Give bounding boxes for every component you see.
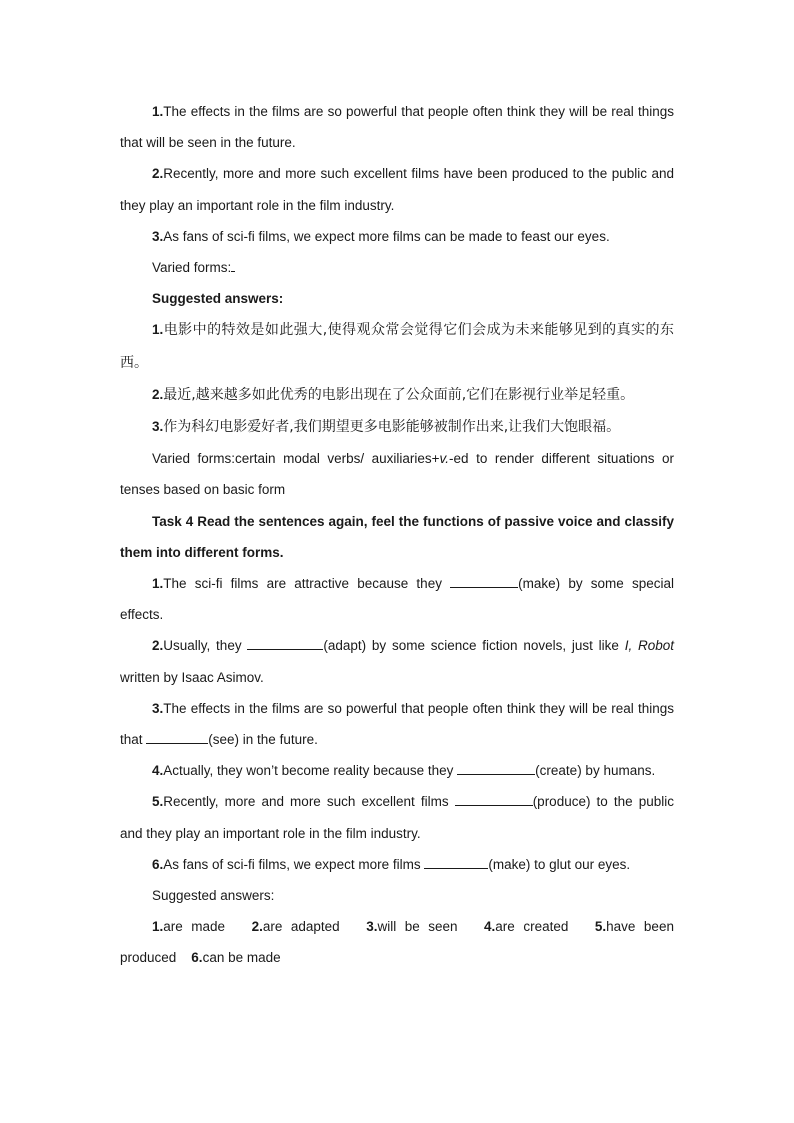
- answer-item: 2.are adapted: [251, 919, 340, 935]
- suggested-answers-heading: Suggested answers:: [152, 291, 284, 307]
- document-page: [120, 96, 674, 974]
- translation-1: [120, 314, 674, 378]
- question-3: 3.The effects in the films are so powerful that people often think they will be real things that (see) in the future.: [120, 700, 674, 748]
- answer-item: 4.are created: [484, 919, 569, 935]
- translation-text: 最近,越来越多如此优秀的电影出现在了公众面前,它们在影视行业举足轻重。: [163, 386, 635, 403]
- translation-3: [120, 411, 674, 443]
- answer-item: 5.have been: [594, 919, 674, 935]
- translation-2: [120, 379, 674, 411]
- varied-forms-label: Varied forms:: [120, 252, 674, 283]
- book-title: I, Robot: [624, 638, 675, 654]
- translation-text: 电影中的特效是如此强大,使得观众常会觉得它们会成为未来能够见到的真实的东西。: [120, 322, 674, 371]
- item-number: 3.: [152, 700, 164, 716]
- answer-item-continued: produced: [120, 950, 192, 966]
- answer-blank[interactable]: [424, 854, 488, 869]
- item-number: 3.: [152, 228, 164, 244]
- item-number: 1.: [152, 576, 164, 592]
- suggested-answers-heading-2: Suggested answers:: [152, 888, 275, 904]
- sentence-text: As fans of sci-fi films, we expect more films can be made to feast our eyes.: [163, 228, 610, 244]
- item-number: 2.: [152, 638, 164, 654]
- sentence-text: Recently, more and more such excellent films have been produced to the public and they play an important role in the film industry.: [120, 166, 674, 213]
- answer-blank[interactable]: [146, 729, 208, 744]
- item-number: 6.: [152, 856, 164, 872]
- item-number: 4.: [152, 763, 164, 779]
- item-number: 1.: [152, 104, 164, 119]
- answer-blank[interactable]: [455, 791, 533, 806]
- task-4-heading: Task 4 Read the sentences again, feel the functions of passive voice and classify them into different forms.: [120, 513, 674, 560]
- answer-blank[interactable]: [450, 573, 518, 588]
- question-5: 5.Recently, more and more such excellent films (produce) to the public and they play an important role in the film industry.: [120, 786, 674, 848]
- answer-blank[interactable]: [247, 635, 323, 650]
- translation-text: 作为科幻电影爱好者,我们期望更多电影能够被制作出来,让我们大饱眼福。: [163, 419, 621, 436]
- sentence-3: [120, 221, 674, 252]
- sentence-1: [120, 96, 674, 158]
- answer-key-line-2: [120, 942, 674, 973]
- item-number: 2.: [152, 386, 164, 402]
- answer-item: 1.are made: [152, 919, 226, 935]
- answer-item: 6.can be made: [191, 950, 281, 966]
- question-1: 1.The sci-fi films are attractive because they (make) by some special effects.: [120, 568, 674, 630]
- item-number: 5.: [152, 794, 164, 810]
- answer-blank[interactable]: [457, 760, 535, 775]
- sentence-2: [120, 158, 674, 220]
- sentence-text: The effects in the films are so powerful that people often think they will be real things that will be seen in the future.: [120, 104, 674, 151]
- question-4: 4.Actually, they won’t become reality because they (create) by humans.: [120, 755, 674, 786]
- question-6: 6.As fans of sci-fi films, we expect more films (make) to glut our eyes.: [120, 849, 674, 880]
- answer-blank[interactable]: [231, 257, 235, 272]
- varied-forms-answer: Varied forms:certain modal verbs/ auxiliaries+v.-ed to render different situations or tenses based on basic form: [120, 451, 674, 498]
- item-number: 2.: [152, 166, 164, 182]
- question-2: 2.Usually, they (adapt) by some science fiction novels, just like I, Robot written by Isaac Asimov.: [120, 630, 674, 692]
- item-number: 1.: [152, 322, 164, 338]
- answer-item: 3.will be seen: [366, 919, 458, 935]
- answer-key-line-1: [120, 911, 674, 942]
- item-number: 3.: [152, 419, 164, 435]
